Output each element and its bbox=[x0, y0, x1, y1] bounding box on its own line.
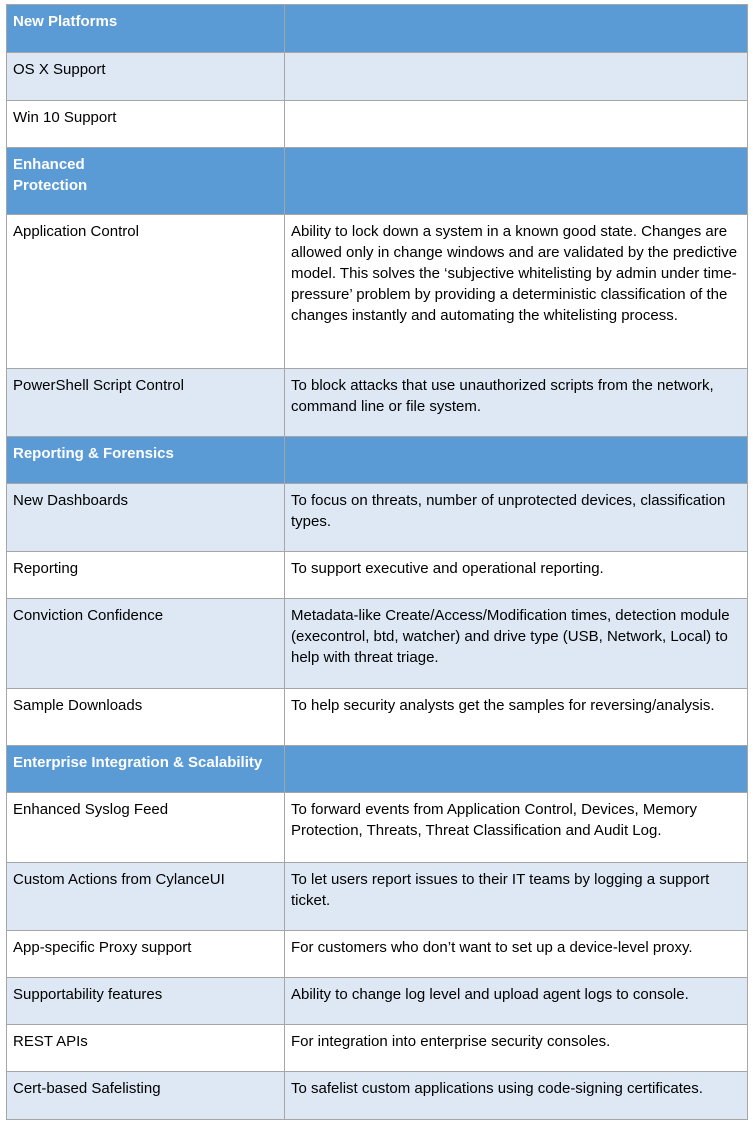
feature-description: To help security analysts get the samples for reversing/analysis. bbox=[285, 689, 748, 746]
feature-description: To focus on threats, number of unprotected devices, classification types. bbox=[285, 484, 748, 552]
feature-description bbox=[285, 148, 748, 215]
feature-name: Supportability features bbox=[7, 978, 285, 1025]
feature-name: Enhanced Syslog Feed bbox=[7, 793, 285, 863]
feature-description: For customers who don’t want to set up a device-level proxy. bbox=[285, 931, 748, 978]
table-row bbox=[7, 484, 748, 552]
feature-name: Custom Actions from CylanceUI bbox=[7, 863, 285, 931]
feature-name: OS X Support bbox=[7, 53, 285, 101]
section-title: Enterprise Integration & Scalability bbox=[7, 746, 285, 793]
section-header-row bbox=[7, 437, 748, 484]
feature-name: Sample Downloads bbox=[7, 689, 285, 746]
feature-name: Cert-based Safelisting bbox=[7, 1072, 285, 1120]
section-header-row bbox=[7, 746, 748, 793]
table-row bbox=[7, 369, 748, 437]
table-row bbox=[7, 978, 748, 1025]
feature-description bbox=[285, 101, 748, 148]
feature-name: App-specific Proxy support bbox=[7, 931, 285, 978]
feature-description: Ability to lock down a system in a known good state. Changes are allowed only in change windows and are validated by the predictive model. This solves the ‘subjective whitelisting by admin under time-pressure’ problem by providing a deterministic classification of the changes instantly and automating the whitelisting process. bbox=[285, 215, 748, 369]
table-row bbox=[7, 863, 748, 931]
feature-description: For integration into enterprise security consoles. bbox=[285, 1025, 748, 1072]
feature-name: Reporting bbox=[7, 552, 285, 599]
table-row bbox=[7, 552, 748, 599]
feature-description: Ability to change log level and upload agent logs to console. bbox=[285, 978, 748, 1025]
table-row bbox=[7, 53, 748, 101]
section-header-row bbox=[7, 5, 748, 53]
section-title: New Platforms bbox=[7, 5, 285, 53]
feature-name: Conviction Confidence bbox=[7, 599, 285, 689]
table-row bbox=[7, 599, 748, 689]
table-row bbox=[7, 215, 748, 369]
table-row bbox=[7, 1025, 748, 1072]
section-header-row bbox=[7, 148, 748, 215]
table-row bbox=[7, 689, 748, 746]
feature-description: To forward events from Application Control, Devices, Memory Protection, Threats, Threat Classification and Audit Log. bbox=[285, 793, 748, 863]
table-row bbox=[7, 101, 748, 148]
feature-name: REST APIs bbox=[7, 1025, 285, 1072]
feature-name: Application Control bbox=[7, 215, 285, 369]
feature-name: PowerShell Script Control bbox=[7, 369, 285, 437]
feature-description bbox=[285, 437, 748, 484]
feature-description bbox=[285, 53, 748, 101]
feature-name: Win 10 Support bbox=[7, 101, 285, 148]
feature-description: To safelist custom applications using code-signing certificates. bbox=[285, 1072, 748, 1120]
feature-description bbox=[285, 746, 748, 793]
section-title: Enhanced Protection bbox=[7, 148, 285, 215]
feature-description: To block attacks that use unauthorized scripts from the network, command line or file system. bbox=[285, 369, 748, 437]
table-row bbox=[7, 931, 748, 978]
feature-description: Metadata-like Create/Access/Modification times, detection module (execontrol, btd, watcher) and drive type (USB, Network, Local) to help with threat triage. bbox=[285, 599, 748, 689]
feature-description: To let users report issues to their IT teams by logging a support ticket. bbox=[285, 863, 748, 931]
section-title: Reporting & Forensics bbox=[7, 437, 285, 484]
feature-description bbox=[285, 5, 748, 53]
feature-name: New Dashboards bbox=[7, 484, 285, 552]
table-row bbox=[7, 1072, 748, 1120]
table-row bbox=[7, 793, 748, 863]
feature-description: To support executive and operational reporting. bbox=[285, 552, 748, 599]
feature-table bbox=[6, 4, 748, 1120]
